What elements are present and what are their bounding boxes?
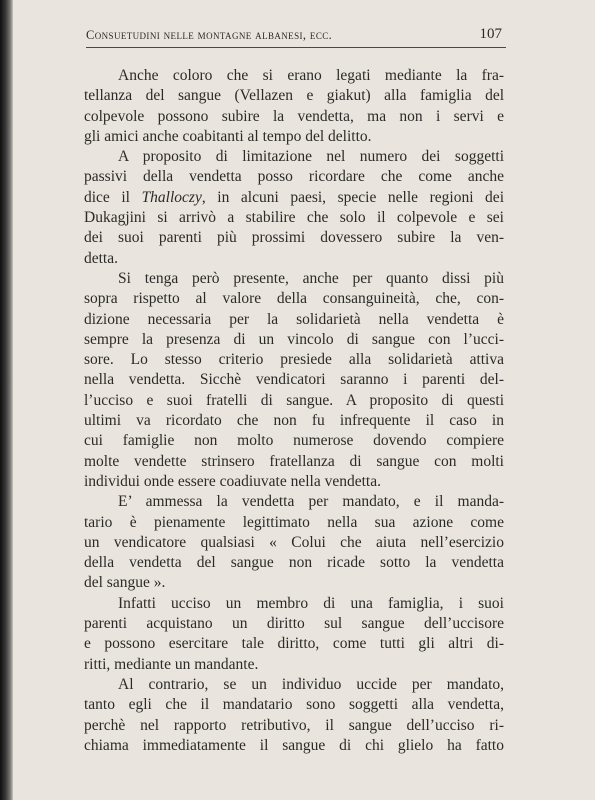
running-title: Consuetudini nelle montagne albanesi, ecc.: [86, 28, 333, 42]
text-line: dizione necessaria per la solidarietà nella vendetta è: [84, 310, 504, 328]
text-line: sempre la presenza di un vincolo di sangue con l’ucci-: [84, 330, 504, 348]
text-segment: , in alcuni paesi, specie nelle regioni dei: [201, 188, 504, 206]
text-line: chiama immediatamente il sangue di chi glielo ha fatto: [84, 736, 504, 754]
text-segment: dice il: [84, 188, 142, 206]
text-line: parenti acquistano un diritto sul sangue dell’uccisore: [84, 615, 504, 633]
italic-name: Thalloczy: [141, 188, 202, 206]
text-line: ultimi va ricordato che non fu infrequente il caso in: [84, 412, 504, 430]
text-line: della vendetta del sangue non ricade sotto la vendetta: [84, 554, 504, 572]
text-line: [84, 188, 504, 208]
book-spine-shadow: [0, 0, 13, 800]
text-line: tario è pienamente legittimato nella sua azione come: [84, 513, 504, 531]
text-line: passivi della vendetta posso ricordare che come anche: [84, 168, 504, 186]
text-line: perchè nel rapporto retributivo, il sangue dell’ucciso ri-: [84, 716, 504, 734]
text-line: ritti, mediante un mandante.: [84, 655, 259, 673]
text-line: nella vendetta. Sicchè vendicatori saranno i parenti del-: [84, 371, 504, 389]
text-line: sopra rispetto al valore della consanguineità, che, con-: [84, 290, 504, 308]
text-line: Si tenga però presente, anche per quanto dissi più: [118, 269, 504, 287]
text-line: tellanza del sangue (Vellazen e giakut) alla famiglia del: [84, 87, 504, 105]
text-line: dei suoi parenti più prossimi dovessero subire la ven-: [84, 229, 504, 247]
text-line: del sangue ».: [84, 574, 166, 592]
text-line: l’ucciso e suoi fratelli di sangue. A proposito di questi: [84, 391, 504, 409]
text-line: E’ ammessa la vendetta per mandato, e il manda-: [118, 493, 504, 511]
text-line: Dukagjini si arrivò a stabilire che solo il colpevole e sei: [84, 209, 504, 227]
text-line: Anche coloro che si erano legati mediante la fra-: [118, 67, 504, 84]
text-line: gli amici anche coabitanti al tempo del delitto.: [84, 127, 372, 145]
text-line: colpevole possono subire la vendetta, ma non i servi e: [84, 107, 504, 125]
running-header: [86, 25, 506, 48]
text-line: e possono esercitare tale diritto, come tutti gli altri di-: [84, 635, 504, 653]
body-text: [84, 66, 504, 756]
text-line: tanto egli che il mandatario sono soggetti alla vendetta,: [84, 696, 504, 714]
text-line: un vendicatore qualsiasi « Colui che aiuta nell’esercizio: [84, 533, 504, 551]
text-line: individui onde essere coadiuvate nella vendetta.: [84, 472, 381, 490]
page-number: 107: [479, 26, 502, 42]
text-line: Al contrario, se un individuo uccide per mandato,: [118, 675, 504, 693]
text-line: cui famiglie non molto numerose dovendo compiere: [84, 432, 504, 450]
text-line: detta.: [84, 249, 118, 267]
text-line: molte vendette strinsero fratellanza di sangue con molti: [84, 452, 504, 470]
text-line: sore. Lo stesso criterio presiede alla solidarietà attiva: [84, 351, 504, 369]
text-line: A proposito di limitazione nel numero dei soggetti: [118, 148, 504, 166]
text-line: Infatti ucciso un membro di una famiglia, i suoi: [118, 594, 504, 612]
